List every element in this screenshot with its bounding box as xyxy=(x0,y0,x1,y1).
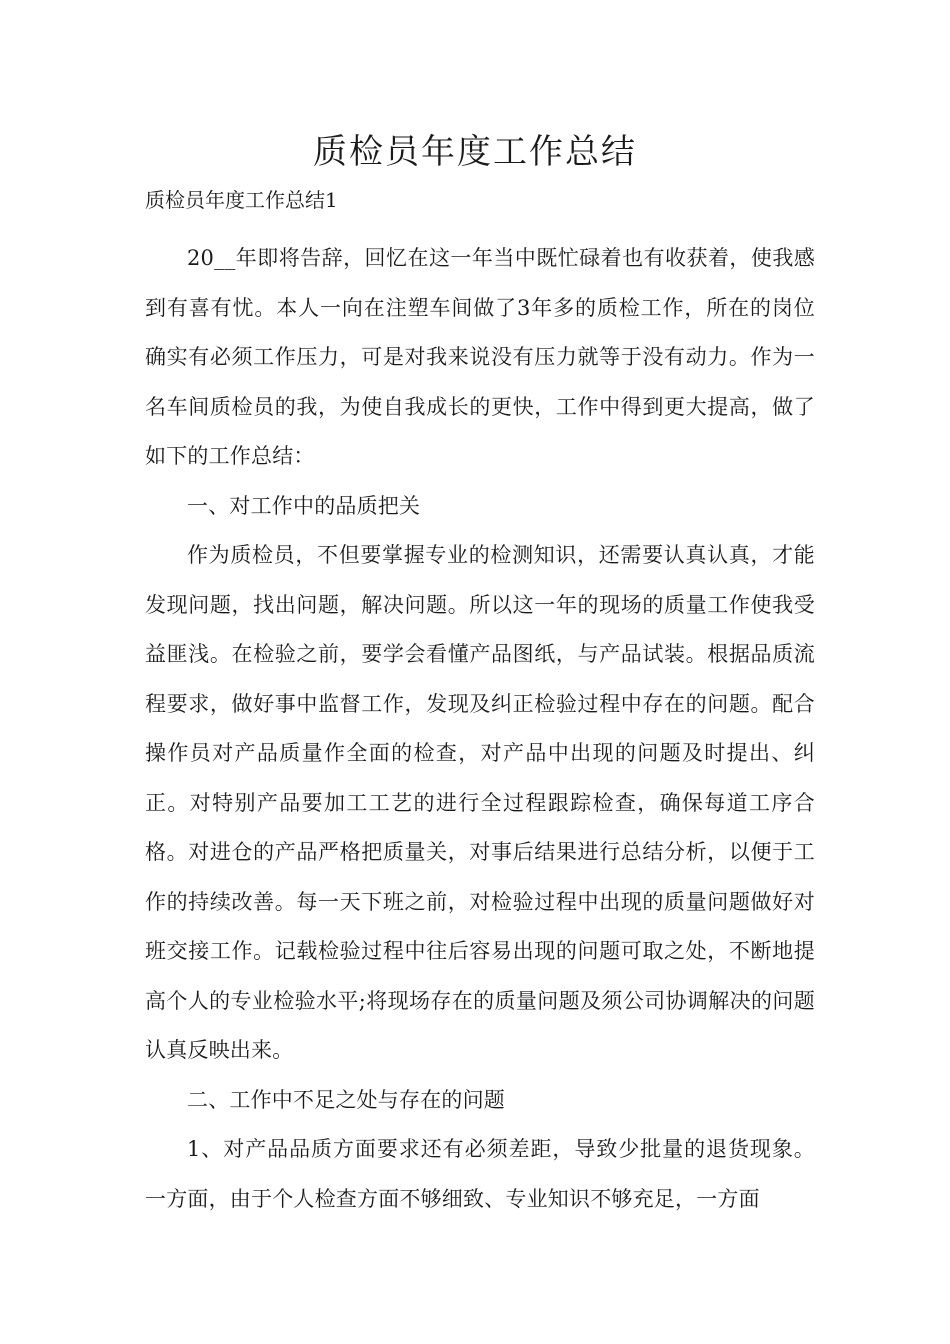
paragraph-quality-control: 作为质检员，不但要掌握专业的检测知识，还需要认真认真，才能发现问题，找出问题，解决问题。所以这一年的现场的质量工作使我受益匪浅。在检验之前，要学会看懂产品图纸，与产品试装。根据品质流程要求，做好事中监督工作，发现及纠正检验过程中存在的问题。配合操作员对产品质量作全面的检查，对产品中出现的问题及时提出、纠正。对特别产品要加工工艺的进行全过程跟踪检查，确保每道工序合格。对进仓的产品严格把质量关，对事后结果进行总结分析，以便于工作的持续改善。每一天下班之前，对检验过程中出现的质量问题做好对班交接工作。记载检验过程中往后容易出现的问题可取之处，不断地提高个人的专业检验水平;将现场存在的质量问题及须公司协调解决的问题认真反映出来。 xyxy=(145,543,815,1062)
document-body xyxy=(145,234,815,1224)
document-title: 质检员年度工作总结 xyxy=(313,132,637,172)
section-heading-shortcomings: 二、工作中不足之处与存在的问题 xyxy=(187,1087,505,1112)
section-heading-quality-control: 一、对工作中的品质把关 xyxy=(187,493,421,518)
document-subtitle: 质检员年度工作总结1 xyxy=(145,188,338,212)
paragraph-intro: 20__年即将告辞，回忆在这一年当中既忙碌着也有收获着，使我感到有喜有忧。本人一向在注塑车间做了3年多的质检工作，所在的岗位确实有必须工作压力，可是对我来说没有压力就等于没有动力。作为一名车间质检员的我，为使自我成长的更快，工作中得到更大提高，做了如下的工作总结： xyxy=(145,246,815,468)
paragraph-shortcomings: 1、对产品品质方面要求还有必须差距，导致少批量的退货现象。一方面，由于个人检查方面不够细致、专业知识不够充足，一方面 xyxy=(145,1137,815,1211)
